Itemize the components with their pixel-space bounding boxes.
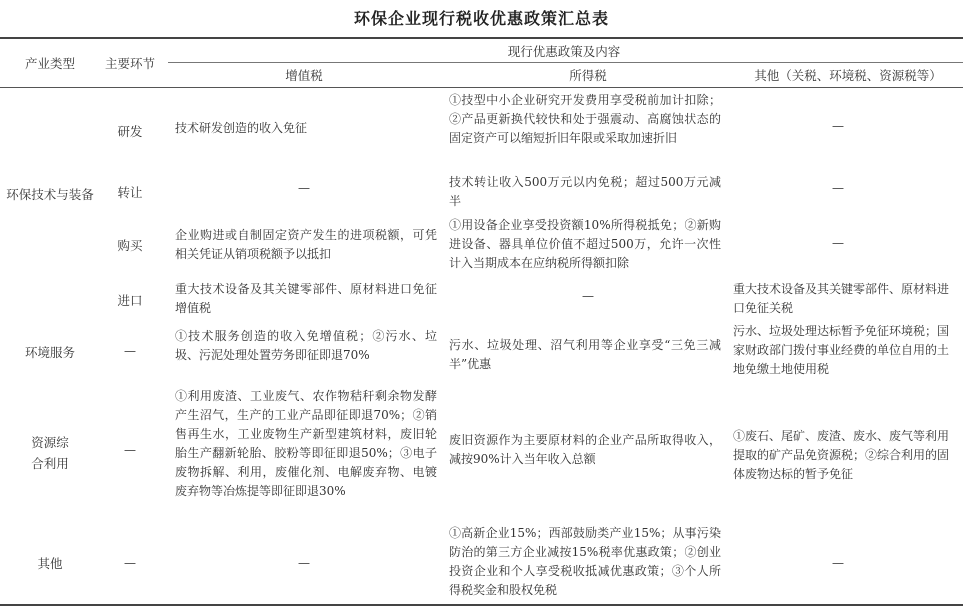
vat-cell: — [298,181,310,195]
group-label-env-service: 环境服务 [24,345,75,360]
header-industry: 产业类型 [24,56,75,71]
income-tax-cell: ①用设备企业享受投资额10%所得税抵免；②新购进设备、器具单位价值不超过500万，允许一次性计入当期成本在应纳税所得额扣除 [449,218,721,270]
other-cell: 污水、垃圾处理达标暂予免征环境税；国家财政部门拨付事业经费的单位自用的土地免缴土地使用税 [733,324,950,376]
header-subrule [168,62,963,63]
stage-label: — [124,443,136,457]
top-rule [0,37,963,39]
other-cell: — [832,119,844,133]
other-cell: — [832,556,844,570]
stage-label: 进口 [117,293,143,308]
header-other: 其他（关税、环境税、资源税等） [754,68,942,83]
vat-cell: 企业购进或自制固定资产发生的进项税额，可凭相关凭证从销项税额予以抵扣 [175,228,437,261]
stage-label: 转让 [117,185,143,200]
header-stage: 主要环节 [104,56,155,71]
income-tax-cell: — [582,289,594,303]
vat-cell: 技术研发创造的收入免征 [175,121,308,135]
vat-cell: 重大技术设备及其关键零部件、原材料进口免征增值税 [175,282,437,315]
group-label-tech-equipment: 环保技术与装备 [6,187,94,202]
header-bottom-rule [0,87,963,88]
vat-cell: ①技术服务创造的收入免增值税；②污水、垃圾、污泥处理处置劳务即征即退70% [175,329,437,362]
stage-label: 购买 [117,238,143,253]
income-tax-cell: 技术转让收入500万元以内免税；超过500万元减半 [449,175,721,208]
header-vat: 增值税 [285,68,323,83]
income-tax-cell: 污水、垃圾处理、沼气利用等企业享受“三免三减半”优惠 [449,338,721,371]
header-policy-group: 现行优惠政策及内容 [507,44,621,59]
other-cell: ①废石、尾矿、废渣、废水、废气等利用提取的矿产品免资源税；②综合利用的固体废物达标的暂予免征 [733,429,950,481]
other-cell: — [832,181,844,195]
group-label-resource-use: 资源综合利用 [31,435,69,471]
group-label-other: 其他 [37,556,63,571]
income-tax-cell: 废旧资源作为主要原材料的企业产品所取得收入，减按90%计入当年收入总额 [449,433,721,466]
stage-label: 研发 [117,124,143,139]
stage-label: — [124,556,136,570]
vat-cell: ①利用废渣、工业废气、农作物秸秆剩余物发酵产生沼气，生产的工业产品即征即退70%；②销售再生水，工业废物生产新型建筑材料，废旧轮胎生产翻新轮胎、胶粉等即征即退50%；③电子废物拆解、利用，废催化剂、电解废弃物、电镀废弃物等冶炼提等即征即退30% [175,389,437,498]
other-cell: 重大技术设备及其关键零部件、原材料进口免征关税 [733,282,950,315]
bottom-rule [0,604,963,606]
income-tax-cell: ①技型中小企业研究开发费用享受税前加计扣除；②产品更新换代较快和处于强震动、高腐蚀状态的固定资产可以缩短折旧年限或采取加速折旧 [449,93,721,145]
other-cell: — [832,236,844,250]
table-title: 环保企业现行税收优惠政策汇总表 [353,9,609,28]
vat-cell: — [298,556,310,570]
income-tax-cell: ①高新企业15%；西部鼓励类产业15%；从事污染防治的第三方企业减按15%税率优惠政策；②创业投资企业和个人享受税收抵减优惠政策；③个人所得税奖金和股权免税 [449,526,721,597]
stage-label: — [124,344,136,358]
header-income-tax: 所得税 [569,68,607,83]
